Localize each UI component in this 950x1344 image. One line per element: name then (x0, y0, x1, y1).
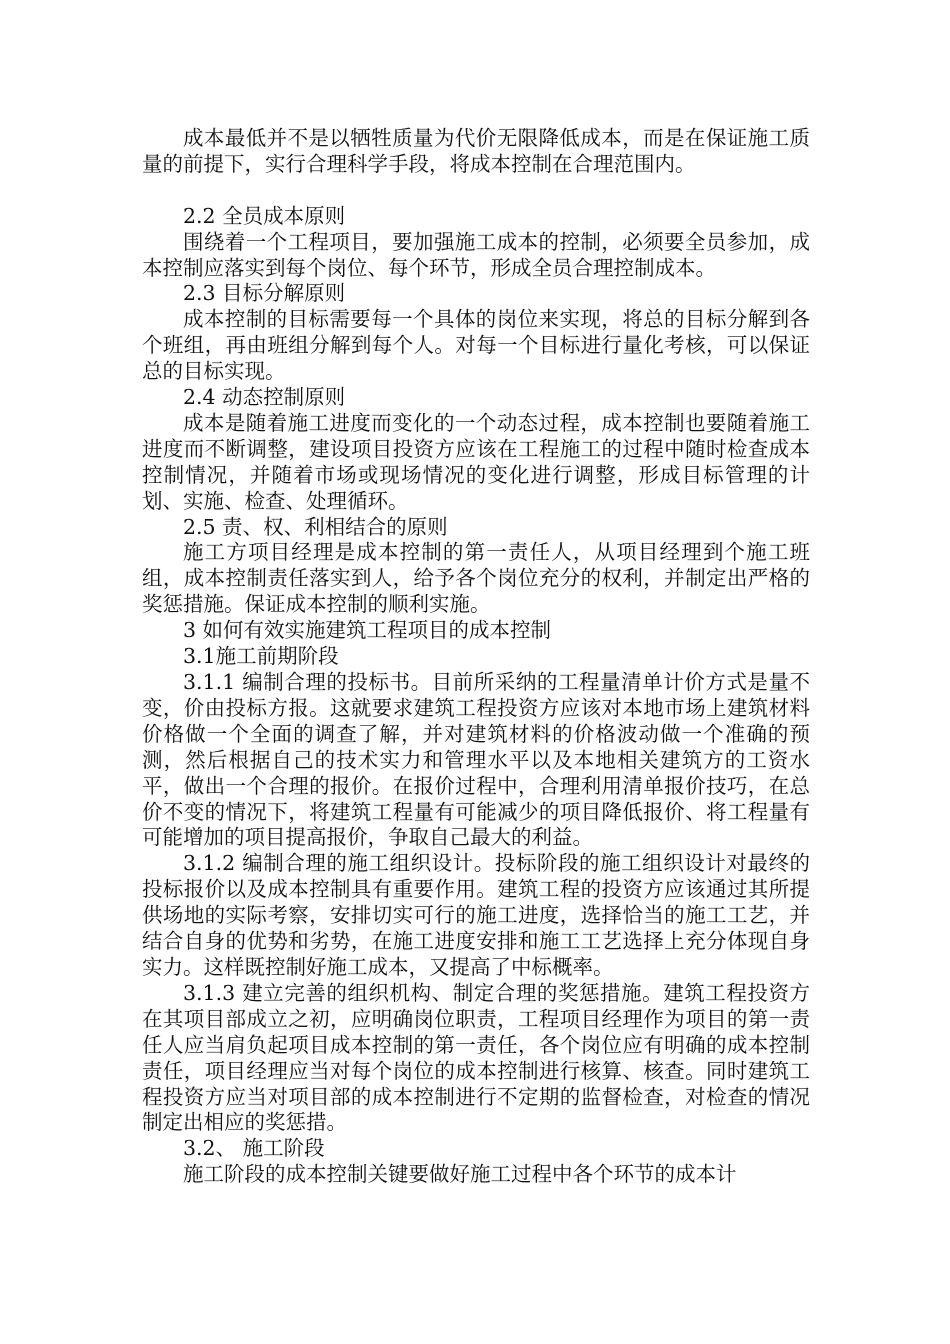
section-heading: 2.2 全员成本原则 (183, 203, 346, 228)
document-body (142, 126, 810, 1188)
section-heading: 3 如何有效实施建筑工程项目的成本控制 (183, 618, 552, 643)
paragraph-gap (142, 178, 810, 204)
paragraph: 成本控制的目标需要每一个具体的岗位来实现，将总的目标分解到各个班组，再由班组分解到每个人。对每一个目标进行量化考核，可以保证总的目标实现。 (142, 307, 810, 384)
paragraph: 3.1.2 编制合理的施工组织设计。投标阶段的施工组织设计对最终的投标报价以及成本控制具有重要作用。建筑工程的投资方应该通过其所提供场地的实际考察，安排切实可行的施工进度，选择恰当的施工工艺，并结合自身的优势和劣势，在施工进度安排和施工工艺选择上充分体现自身实力。这样既控制好施工成本，又提高了中标概率。 (142, 851, 810, 979)
paragraph: 成本是随着施工进度而变化的一个动态过程，成本控制也要随着施工进度而不断调整，建设项目投资方应该在工程施工的过程中随时检查成本控制情况，并随着市场或现场情况的变化进行调整，形成目标管理的计划、实施、检查、处理循环。 (142, 410, 810, 513)
paragraph: 围绕着一个工程项目，要加强施工成本的控制，必须要全员参加，成本控制应落实到每个岗位、每个环节，形成全员合理控制成本。 (142, 229, 810, 280)
paragraph: 成本最低并不是以牺牲质量为代价无限降低成本，而是在保证施工质量的前提下，实行合理科学手段，将成本控制在合理范围内。 (142, 126, 810, 176)
paragraph: 施工阶段的成本控制关键要做好施工过程中各个环节的成本计 (183, 1162, 737, 1187)
section-heading: 3.2、 施工阶段 (183, 1136, 325, 1161)
section-heading: 2.4 动态控制原则 (183, 385, 346, 410)
section-heading: 3.1施工前期阶段 (183, 644, 339, 669)
paragraph: 3.1.1 编制合理的投标书。目前所采纳的工程量清单计价方式是量不变，价由投标方报。这就要求建筑工程投资方应该对本地市场上建筑材料价格做一个全面的调查了解，并对建筑材料的价格波动做一个准确的预测，然后根据自己的技术实力和管理水平以及本地相关建筑方的工资水平，做出一个合理的报价。在报价过程中，合理利用清单报价技巧，在总价不变的情况下，将建筑工程量有可能减少的项目降低报价、将工程量有可能增加的项目提高报价，争取自己最大的利益。 (142, 670, 810, 850)
section-heading: 2.3 目标分解原则 (183, 281, 346, 306)
section-heading: 2.5 责、权、利相结合的原则 (183, 514, 448, 539)
paragraph: 施工方项目经理是成本控制的第一责任人，从项目经理到个施工班组，成本控制责任落实到人，给予各个岗位充分的权利，并制定出严格的奖惩措施。保证成本控制的顺利实施。 (142, 540, 810, 617)
paragraph: 3.1.3 建立完善的组织机构、制定合理的奖惩措施。建筑工程投资方在其项目部成立之初，应明确岗位职责，工程项目经理作为项目的第一责任人应当肩负起项目成本控制的第一责任，各个岗位应有明确的成本控制责任，项目经理应当对每个岗位的成本控制进行核算、核查。同时建筑工程投资方应当对项目部的成本控制进行不定期的监督检查，对检查的情况制定出相应的奖惩措。 (142, 980, 810, 1135)
